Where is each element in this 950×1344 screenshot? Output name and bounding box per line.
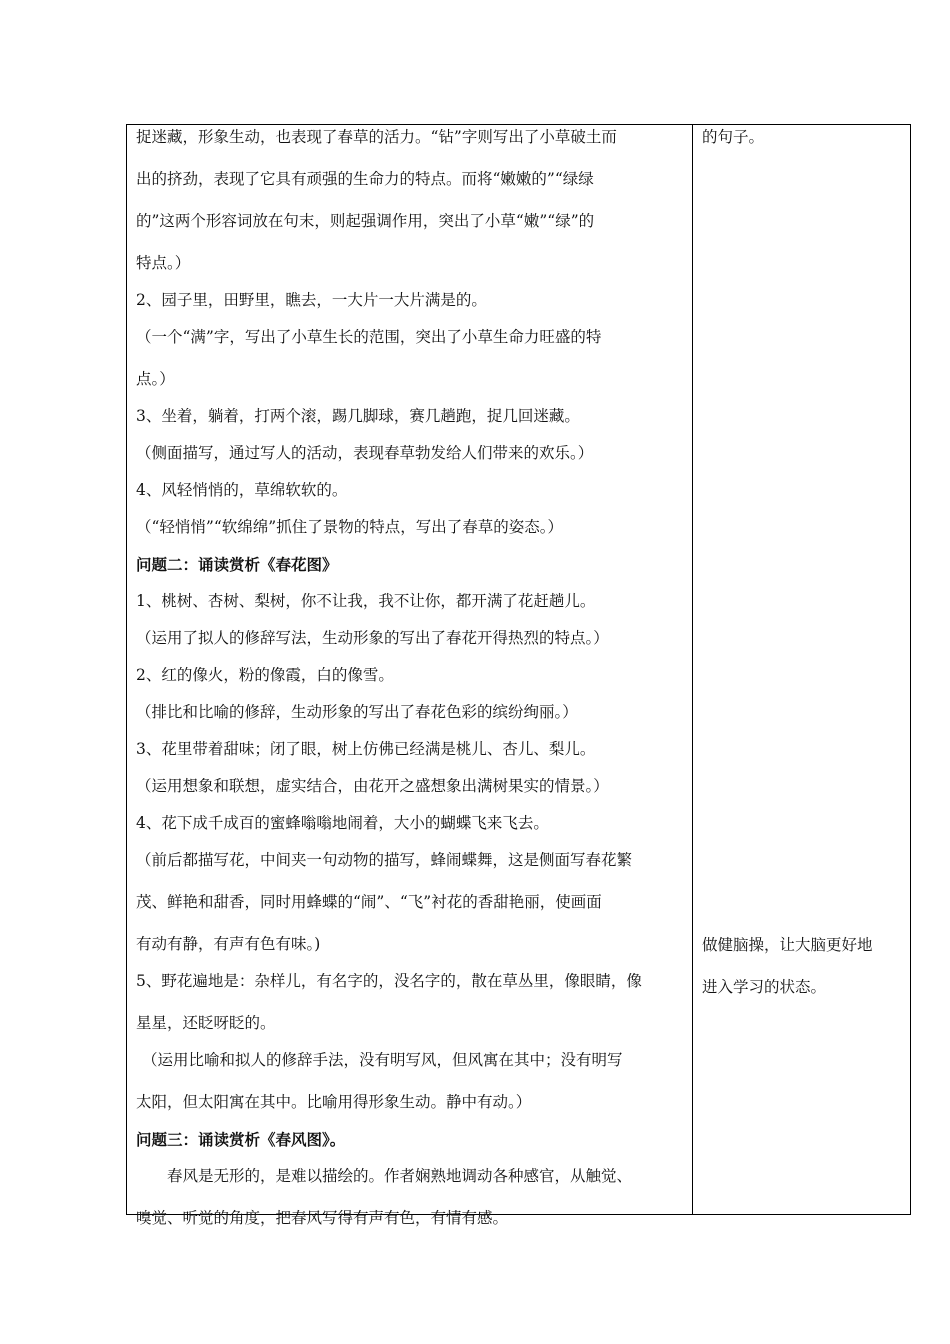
- content-line: （侧面描写，通过写人的活动，表现春草勃发给人们带来的欢乐。）: [136, 444, 594, 462]
- content-line: 星星，还眨呀眨的。: [136, 1014, 276, 1032]
- content-line: 4、风轻悄悄的，草绵软软的。: [136, 481, 348, 499]
- content-line: 4、花下成千成百的蜜蜂嗡嗡地闹着，大小的蝴蝶飞来飞去。: [136, 814, 549, 832]
- content-line: 有动有静，有声有色有味。): [136, 935, 321, 953]
- content-line: （运用想象和联想，虚实结合，由花开之盛想象出满树果实的情景。）: [136, 777, 609, 795]
- content-line: （一个“满”字，写出了小草生长的范围，突出了小草生命力旺盛的特: [136, 328, 602, 346]
- content-line: 捉迷藏，形象生动，也表现了春草的活力。“钻”字则写出了小草破土而: [136, 128, 617, 146]
- content-line: 嗅觉、听觉的角度，把春风写得有声有色，有情有感。: [136, 1209, 509, 1227]
- content-line: 点。）: [136, 370, 175, 388]
- content-line: 春风是无形的，是难以描绘的。作者娴熟地调动各种感官，从触觉、: [167, 1167, 633, 1185]
- content-line: 5、野花遍地是：杂样儿，有名字的，没名字的，散在草丛里，像眼睛，像: [136, 972, 642, 990]
- content-line: 3、花里带着甜味；闭了眼，树上仿佛已经满是桃儿、杏儿、梨儿。: [136, 740, 596, 758]
- content-column: [136, 124, 688, 1232]
- section-heading: 问题二：诵读赏析《春花图》: [136, 555, 338, 574]
- note-line: 的句子。: [702, 128, 765, 146]
- note-line: 进入学习的状态。: [702, 978, 827, 996]
- content-line: 1、桃树、杏树、梨树，你不让我，我不让你，都开满了花赶趟儿。: [136, 592, 596, 610]
- content-line: 2、园子里，田野里，瞧去，一大片一大片满是的。: [136, 291, 487, 309]
- column-divider: [692, 124, 693, 1215]
- content-line: （排比和比喻的修辞，生动形象的写出了春花色彩的缤纷绚丽。）: [136, 703, 578, 721]
- content-line: 出的挤劲，表现了它具有顽强的生命力的特点。而将“嫩嫩的”“绿绿: [136, 170, 594, 188]
- note-line: 做健脑操，让大脑更好地: [702, 936, 873, 954]
- section-heading: 问题三：诵读赏析《春风图》。: [136, 1130, 346, 1149]
- content-line: 太阳，但太阳寓在其中。比喻用得形象生动。静中有动。）: [136, 1093, 532, 1111]
- content-line: （运用了拟人的修辞写法，生动形象的写出了春花开得热烈的特点。）: [136, 629, 609, 647]
- content-line: （前后都描写花，中间夹一句动物的描写，蜂闹蝶舞，这是侧面写春花繁: [136, 851, 633, 869]
- content-line: 2、红的像火，粉的像霞，白的像雪。: [136, 666, 394, 684]
- content-line: 的”这两个形容词放在句末，则起强调作用，突出了小草“嫩”“绿”的: [136, 212, 595, 230]
- content-line: 特点。）: [136, 254, 191, 272]
- content-line: （“轻悄悄”“软绵绵”抓住了景物的特点，写出了春草的姿态。）: [136, 518, 563, 536]
- content-line: 3、坐着，躺着，打两个滚，踢几脚球，赛几趟跑，捉几回迷藏。: [136, 407, 580, 425]
- content-line: 茂、鲜艳和甜香，同时用蜂蝶的“闹”、“飞”衬花的香甜艳丽，使画面: [136, 893, 602, 911]
- content-line: （运用比喻和拟人的修辞手法，没有明写风，但风寓在其中；没有明写: [142, 1051, 623, 1069]
